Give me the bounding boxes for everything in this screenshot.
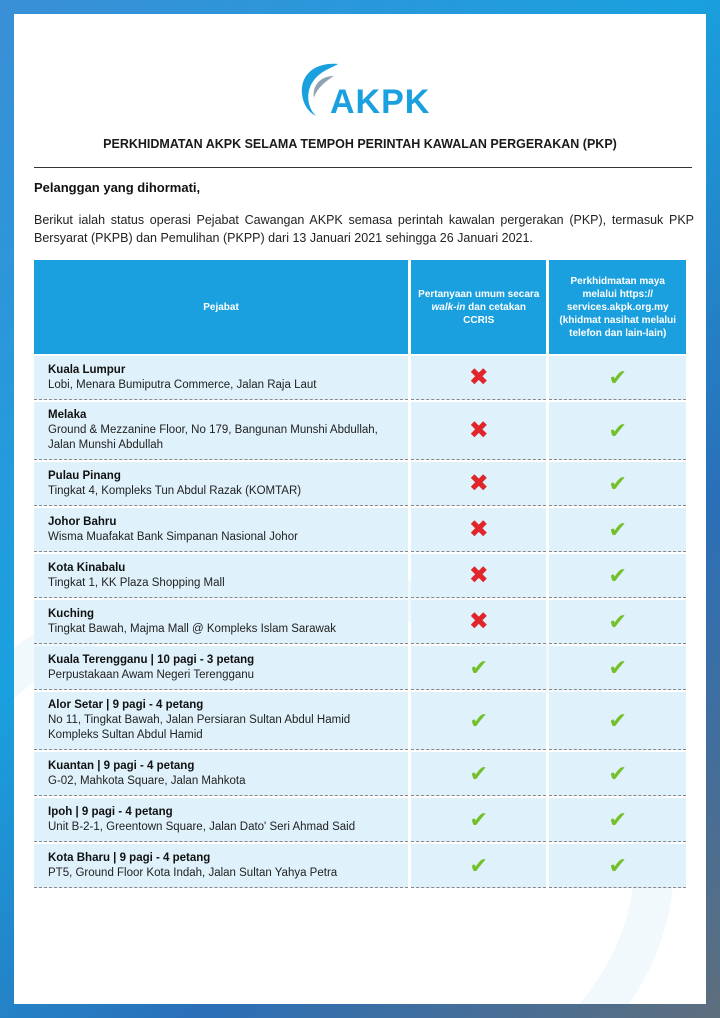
walkin-status-cell [411,692,546,750]
office-address: Tingkat 1, KK Plaza Shopping Mall [48,576,225,589]
office-cell [34,692,408,750]
table-row [34,356,686,400]
online-status-cell [549,646,686,690]
walkin-status-cell [411,554,546,598]
table-row [34,692,686,750]
office-address: Perpustakaan Awam Negeri Terengganu [48,668,255,681]
check-icon: ✔ [608,654,627,680]
office-name: Alor Setar | 9 pagi - 4 petang [48,699,204,711]
office-name: Melaka [48,409,87,421]
check-icon: ✔ [608,707,627,733]
office-cell [34,752,408,796]
check-icon: ✔ [608,608,627,634]
walkin-status-cell [411,844,546,888]
check-icon: ✔ [608,806,627,832]
cross-icon: ✖ [468,363,489,391]
office-address: No 11, Tingkat Bawah, Jalan Persiaran Sultan Abdul Hamid Kompleks Sultan Abdul Hamid [48,714,351,741]
online-status-cell [549,692,686,750]
office-cell [34,646,408,690]
check-icon: ✔ [469,654,488,680]
office-name: Pulau Pinang [48,469,121,482]
cross-icon: ✖ [468,561,489,589]
walkin-status-cell [411,508,546,552]
check-icon: ✔ [469,707,488,733]
cross-icon: ✖ [468,469,489,497]
office-name: Kuching [48,607,94,620]
office-name: Johor Bahru [48,515,117,528]
table-row [34,646,686,690]
header-walkin-post: dan cetakan CCRIS [463,301,526,326]
check-icon: ✔ [608,364,627,390]
check-icon: ✔ [469,852,488,878]
table-row [34,554,686,598]
check-icon: ✔ [469,760,488,786]
office-cell [34,508,408,552]
cross-icon: ✖ [468,416,489,444]
table-row [34,508,686,552]
cross-icon: ✖ [468,607,489,635]
office-address: Wisma Muafakat Bank Simpanan Nasional Johor [48,530,298,543]
office-name: Ipoh | 9 pagi - 4 petang [48,805,173,818]
table-header-row [34,260,686,354]
online-status-cell [549,752,686,796]
header-walkin-em: walk-in [431,301,466,313]
office-name: Kuantan | 9 pagi - 4 petang [48,759,195,772]
walkin-status-cell [411,798,546,842]
office-name: Kuala Terengganu | 10 pagi - 3 petang [48,653,255,666]
table-row [34,798,686,842]
check-icon: ✔ [608,470,627,496]
online-status-cell [549,508,686,552]
document-page [14,14,706,1004]
check-icon: ✔ [469,806,488,832]
online-status-cell [549,554,686,598]
office-address: PT5, Ground Floor Kota Indah, Jalan Sultan Yahya Petra [48,866,338,879]
office-name: Kota Bharu | 9 pagi - 4 petang [48,851,211,864]
online-status-cell [549,402,686,460]
online-status-cell [549,600,686,644]
walkin-status-cell [411,752,546,796]
online-status-cell [549,798,686,842]
walkin-status-cell [411,402,546,460]
title-divider [34,167,692,168]
greeting: Pelanggan yang dihormati, [34,180,201,195]
office-address: Tingkat 4, Kompleks Tun Abdul Razak (KOMTAR) [48,484,302,497]
office-cell [34,600,408,644]
online-status-cell [549,844,686,888]
office-address: Tingkat Bawah, Majma Mall @ Kompleks Islam Sarawak [48,622,336,635]
table-row [34,600,686,644]
akpk-logo [294,60,454,122]
office-name: Kota Kinabalu [48,561,126,574]
intro-paragraph: Berikut ialah status operasi Pejabat Cawangan AKPK semasa perintah kawalan pergerakan (PKP), termasuk PKP Bersyarat (PKPB) dan Pemulihan (PKPP) dari 13 Januari 2021 sehingga 26 Januari 2021. [34,213,694,245]
header-walkin-pre: Pertanyaan umum secara [418,288,540,300]
header-walkin [411,260,546,354]
table-row [34,462,686,506]
walkin-status-cell [411,462,546,506]
office-address: Unit B-2-1, Greentown Square, Jalan Dato' Seri Ahmad Said [48,820,356,833]
check-icon: ✔ [608,852,627,878]
check-icon: ✔ [608,417,627,443]
page-title: PERKHIDMATAN AKPK SELAMA TEMPOH PERINTAH KAWALAN PERGERAKAN (PKP) [103,137,617,151]
logo-text: AKPK [330,83,431,121]
office-cell [34,356,408,400]
table-row [34,402,686,460]
header-online: Perkhidmatan maya melalui https:// services.akpk.org.my (khidmat nasihat melalui telefon dan lain-lain) [549,260,686,354]
walkin-status-cell [411,646,546,690]
check-icon: ✔ [608,562,627,588]
check-icon: ✔ [608,516,627,542]
office-name: Kuala Lumpur [48,363,126,376]
table-row [34,844,686,888]
office-status-table [31,258,689,890]
office-address: G-02, Mahkota Square, Jalan Mahkota [48,774,246,787]
check-icon: ✔ [608,760,627,786]
table-row [34,752,686,796]
office-address: Lobi, Menara Bumiputra Commerce, Jalan Raja Laut [48,378,317,391]
office-cell [34,844,408,888]
online-status-cell [549,462,686,506]
walkin-status-cell [411,356,546,400]
online-status-cell [549,356,686,400]
walkin-status-cell [411,600,546,644]
office-cell [34,462,408,506]
cross-icon: ✖ [468,515,489,543]
office-cell [34,798,408,842]
office-cell [34,402,408,460]
office-address: Ground & Mezzanine Floor, No 179, Bangunan Munshi Abdullah, Jalan Munshi Abdullah [48,424,378,451]
office-cell [34,554,408,598]
header-office: Pejabat [34,260,408,354]
